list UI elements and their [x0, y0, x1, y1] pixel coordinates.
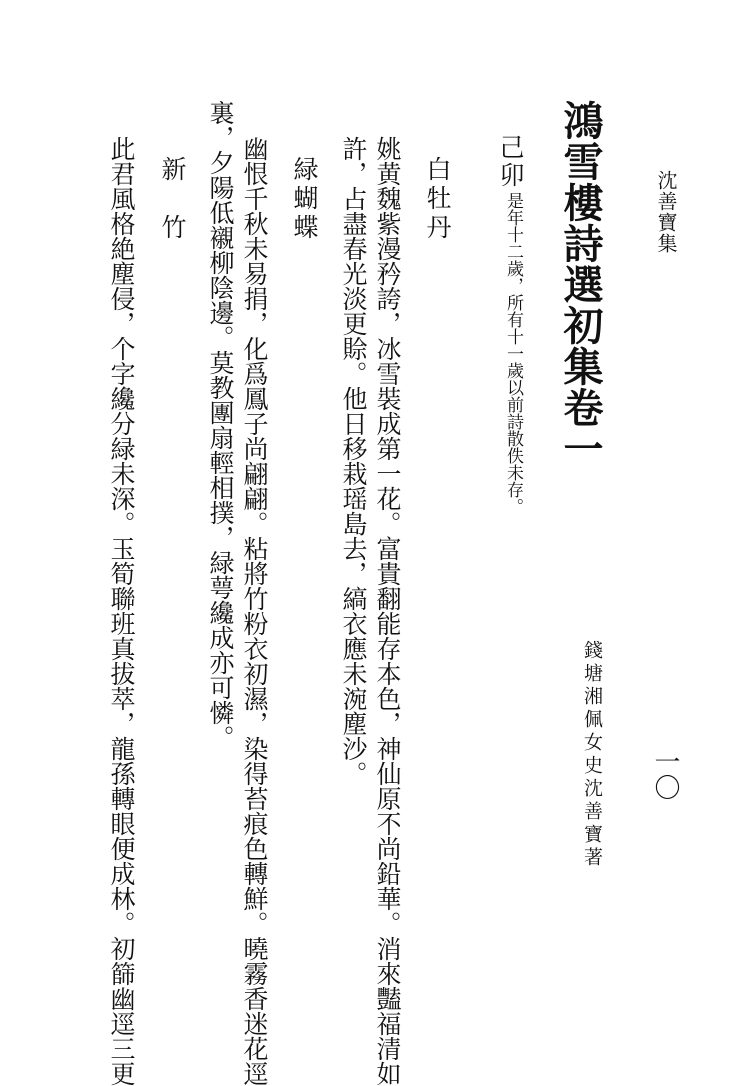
volume-title: 鴻雪樓詩選初集卷一: [557, 100, 604, 469]
poem-title-new-bamboo: 新 竹: [158, 156, 187, 243]
year-note: 是年十二歲，所有十一歲以前詩散佚未存。: [503, 192, 523, 515]
poem-line: 許，占盡春光淡更賒。他日移栽瑶島去，縞衣應未涴塵沙。: [339, 136, 368, 786]
page-number: 一〇: [650, 748, 680, 800]
year-label: 己卯: [496, 134, 525, 190]
poem-line: 此君風格絶塵侵，个字纔分緑未深。玉筍聯班真拔萃，龍孫轉眼便成林。初篩幽逕三更: [107, 136, 136, 1086]
poem-title-white-peony: 白牡丹: [423, 156, 452, 243]
poem-line: 姚黄魏紫漫矜誇，冰雪裝成第一花。富貴翻能存本色，神仙原不尚鉛華。消來豔福清如: [373, 136, 402, 1086]
poem-title-green-butterfly: 緑蝴蝶: [290, 156, 319, 243]
poem-line: 裏，夕陽低襯柳陰邊。莫教團扇輕相撲，緑萼纔成亦可憐。: [206, 100, 235, 750]
running-head: 沈善寶集: [654, 170, 678, 254]
author-line: 錢塘湘佩女史沈善寶著: [581, 640, 603, 870]
poem-line: 幽恨千秋未易捐，化爲鳳子尚翩翩。粘將竹粉衣初濕，染得苔痕色轉鮮。曉霧香迷花逕: [240, 136, 269, 1086]
